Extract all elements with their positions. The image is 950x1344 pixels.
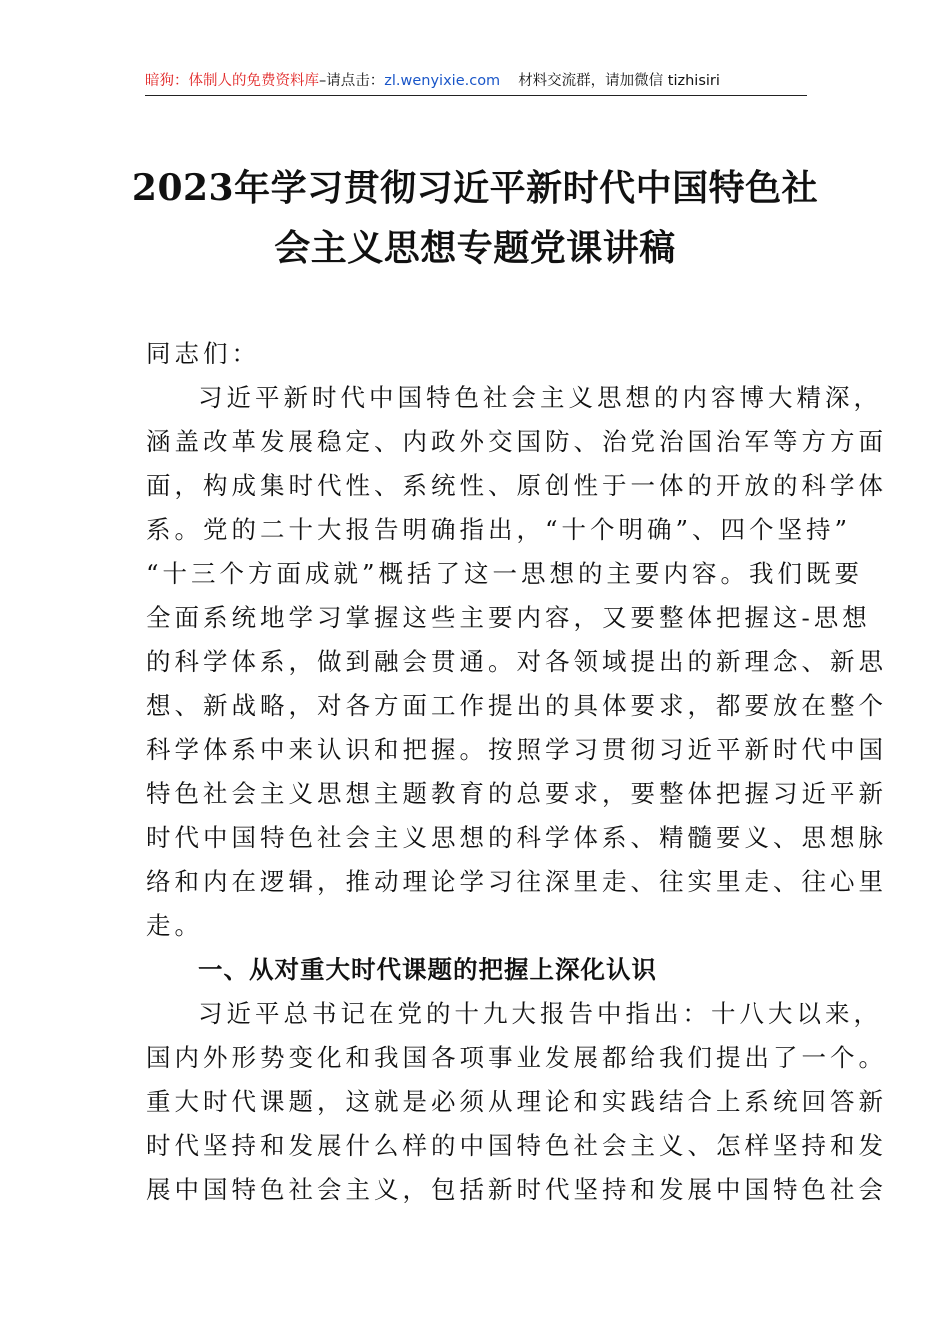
paragraph-line: 展中国特色社会主义，包括新时代坚持和发展中国特色社会 (146, 1175, 887, 1204)
header-link[interactable]: zl.wenyixie.com (384, 73, 501, 89)
paragraph-line: 系。党的二十大报告明确指出，“十个明确”、四个坚持” (146, 515, 852, 544)
header-contact: 材料交流群，请加微信 tizhisiri (518, 73, 720, 89)
paragraph-line: 时代坚持和发展什么样的中国特色社会主义、怎样坚持和发 (146, 1131, 887, 1160)
paragraph-line: 络和内在逻辑，推动理论学习往深里走、往实里走、往心里 (146, 867, 887, 896)
paragraph-line: “十三个方面成就”概括了这一思想的主要内容。我们既要 (146, 559, 864, 588)
header-divider (145, 95, 807, 96)
salutation: 同志们： (146, 339, 260, 368)
paragraph-line: 的科学体系，做到融会贯通。对各领域提出的新理念、新思 (146, 647, 887, 676)
section-heading: 一、从对重大时代课题的把握上深化认识 (198, 955, 657, 984)
header-prompt: –请点击： (319, 73, 385, 89)
paragraph-line: 涵盖改革发展稳定、内政外交国防、治党治国治军等方方面 (146, 427, 887, 456)
paragraph-line: 时代中国特色社会主义思想的科学体系、精髓要义、思想脉 (146, 823, 887, 852)
header-brand: 暗狗：体制人的免费资料库 (145, 73, 319, 89)
paragraph-line: 特色社会主义思想主题教育的总要求，要整体把握习近平新 (146, 779, 887, 808)
paragraph-line: 习近平总书记在党的十九大报告中指出：十八大以来， (198, 999, 882, 1028)
paragraph-line: 面，构成集时代性、系统性、原创性于一体的开放的科学体 (146, 471, 887, 500)
document-body (146, 332, 887, 1212)
title-line-1: 2023年学习贯彻习近平新时代中国特色社 (131, 167, 819, 209)
paragraph-line: 重大时代课题，这就是必须从理论和实践结合上系统回答新 (146, 1087, 887, 1116)
paragraph-line: 想、新战略，对各方面工作提出的具体要求，都要放在整个 (146, 691, 887, 720)
paragraph-line: 习近平新时代中国特色社会主义思想的内容博大精深， (198, 383, 882, 412)
document-title (100, 158, 850, 278)
paragraph-line: 全面系统地学习掌握这些主要内容，又要整体把握这-思想 (146, 603, 871, 632)
paragraph-line: 国内外形势变化和我国各项事业发展都给我们提出了一个。 (146, 1043, 887, 1072)
title-line-2: 会主义思想专题党课讲稿 (274, 227, 676, 269)
paragraph-line: 科学体系中来认识和把握。按照学习贯彻习近平新时代中国 (146, 735, 887, 764)
paragraph-line: 走。 (146, 911, 203, 940)
page-header (145, 68, 807, 94)
